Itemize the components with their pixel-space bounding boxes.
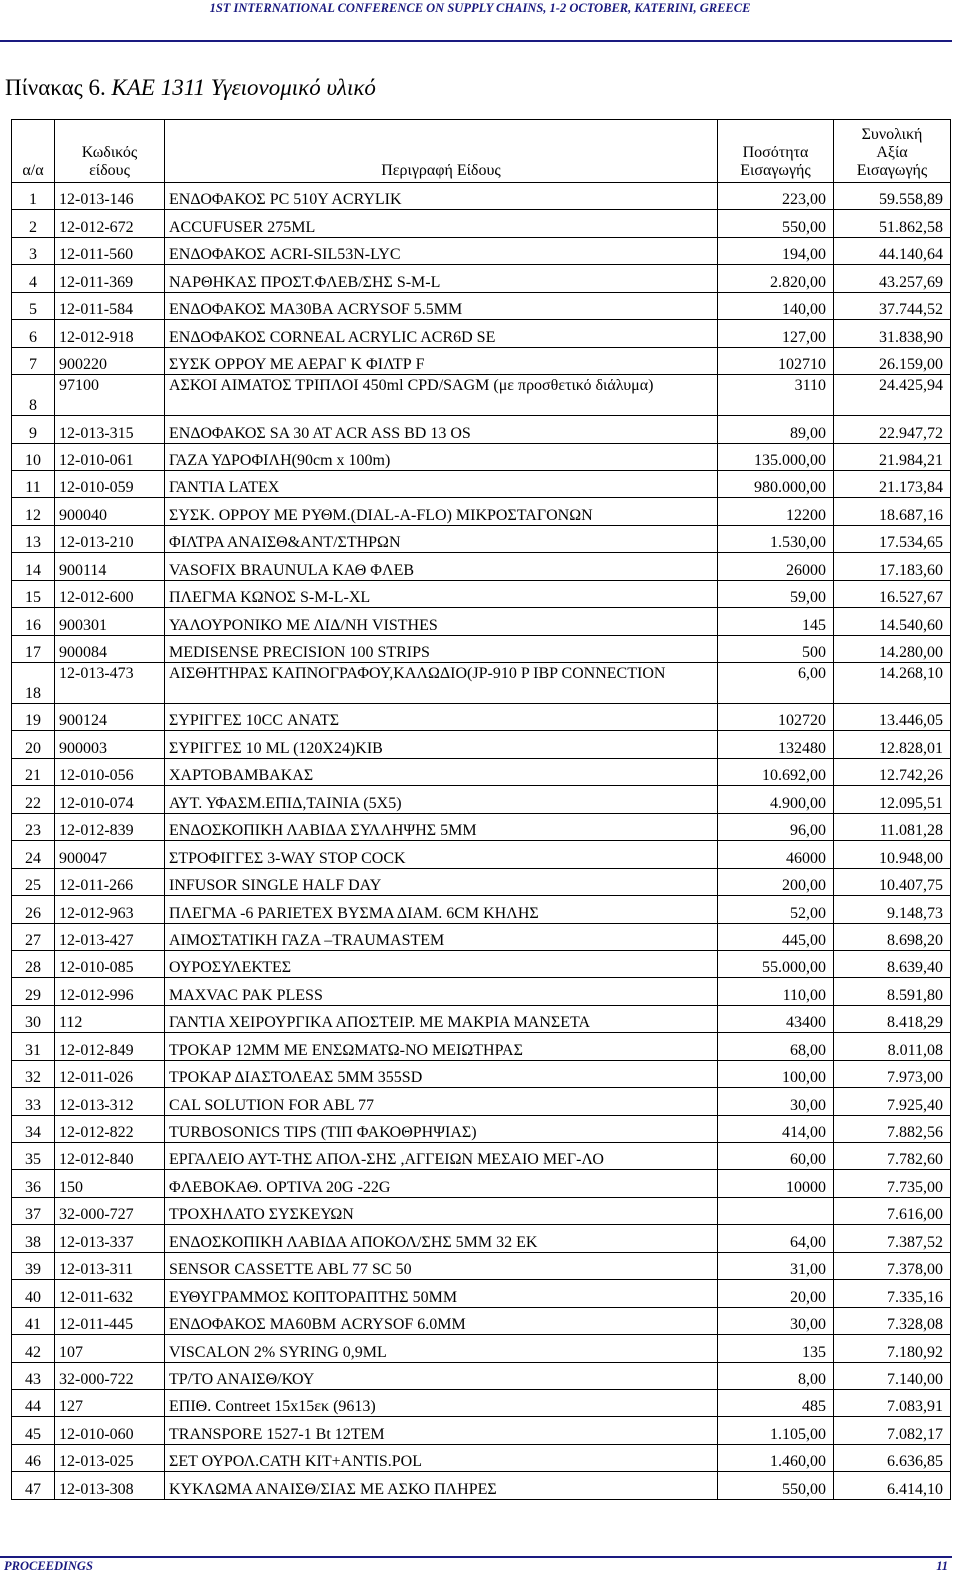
table-row [12, 731, 951, 758]
item-description: ΣΕΤ ΟΥΡΟΛ.CATH KIT+ANTIS.POL [165, 1444, 718, 1471]
item-quantity: 2.820,00 [718, 265, 834, 292]
item-description: ΧΑΡΤΟΒΑΜΒΑΚΑΣ [165, 758, 718, 785]
item-total-value: 14.540,60 [834, 608, 951, 635]
item-description: ΟΥΡΟΣΥΛΕΚΤΕΣ [165, 950, 718, 977]
table-row [12, 237, 951, 264]
item-quantity: 550,00 [718, 1472, 834, 1499]
item-code: 900124 [55, 704, 165, 731]
item-quantity [718, 1197, 834, 1224]
row-number: 19 [12, 704, 55, 731]
item-code: 900114 [55, 553, 165, 580]
item-code: 12-010-056 [55, 758, 165, 785]
item-total-value: 7.140,00 [834, 1362, 951, 1389]
col-header-code: Κωδικός είδους [55, 120, 165, 183]
table-row [12, 896, 951, 923]
item-code: 12-013-427 [55, 923, 165, 950]
item-quantity: 30,00 [718, 1307, 834, 1334]
item-description: ΣΥΣΚ ΟΡΡΟΥ ΜΕ ΑΕΡΑΓ Κ ΦΙΛΤΡ F [165, 347, 718, 374]
item-code: 12-011-026 [55, 1060, 165, 1087]
item-code: 12-010-059 [55, 470, 165, 497]
item-code: 900301 [55, 608, 165, 635]
item-quantity: 140,00 [718, 292, 834, 319]
table-row [12, 1225, 951, 1252]
item-total-value: 10.948,00 [834, 841, 951, 868]
item-total-value: 26.159,00 [834, 347, 951, 374]
item-total-value: 8.011,08 [834, 1033, 951, 1060]
products-table [11, 119, 951, 1500]
item-total-value: 7.387,52 [834, 1225, 951, 1252]
row-number: 28 [12, 950, 55, 977]
item-description: ΥΑΛΟΥΡΟΝΙΚΟ ΜΕ ΛΙΔ/ΝΗ VISTHES [165, 608, 718, 635]
item-quantity: 500 [718, 635, 834, 662]
row-number: 38 [12, 1225, 55, 1252]
item-quantity: 12200 [718, 498, 834, 525]
item-code: 900003 [55, 731, 165, 758]
row-number: 39 [12, 1252, 55, 1279]
table-row [12, 210, 951, 237]
row-number: 4 [12, 265, 55, 292]
table-row [12, 608, 951, 635]
item-description: ΕΥΘΥΓΡΑΜΜΟΣ ΚΟΠΤΟΡΑΠΤΗΣ 50ΜΜ [165, 1280, 718, 1307]
item-description: ΕΡΓΑΛΕΙΟ ΑΥΤ-ΤΗΣ ΑΠΟΛ-ΣΗΣ ,ΑΓΓΕΙΩΝ ΜΕΣΑΙΟ ΜΕΓ-ΛΟ [165, 1143, 718, 1170]
table-row [12, 498, 951, 525]
row-number: 1 [12, 183, 55, 210]
item-code: 900047 [55, 841, 165, 868]
item-total-value: 7.082,17 [834, 1417, 951, 1444]
row-number: 46 [12, 1444, 55, 1471]
item-quantity: 1.530,00 [718, 525, 834, 552]
item-code: 97100 [55, 375, 165, 416]
table-row [12, 663, 951, 704]
item-description: ΤΡΟΚΑΡ 12ΜΜ ΜΕ ΕΝΣΩΜΑΤΩ-ΝΟ ΜΕΙΩΤΗΡΑΣ [165, 1033, 718, 1060]
table-row [12, 375, 951, 416]
item-total-value: 12.742,26 [834, 758, 951, 785]
item-total-value: 44.140,64 [834, 237, 951, 264]
col-header-description: Περιγραφή Είδους [165, 120, 718, 183]
item-quantity: 8,00 [718, 1362, 834, 1389]
table-row [12, 580, 951, 607]
item-code: 12-010-074 [55, 786, 165, 813]
item-quantity: 60,00 [718, 1143, 834, 1170]
table-row [12, 841, 951, 868]
row-number: 29 [12, 978, 55, 1005]
item-total-value: 11.081,28 [834, 813, 951, 840]
row-number: 30 [12, 1005, 55, 1032]
item-code: 12-011-369 [55, 265, 165, 292]
item-total-value: 21.984,21 [834, 443, 951, 470]
item-quantity: 102710 [718, 347, 834, 374]
table-row [12, 1197, 951, 1224]
item-description: ΤΡΟΚΑΡ ΔΙΑΣΤΟΛΕΑΣ 5ΜΜ 355SD [165, 1060, 718, 1087]
item-total-value: 7.328,08 [834, 1307, 951, 1334]
table-row [12, 813, 951, 840]
item-quantity: 102720 [718, 704, 834, 731]
row-number: 37 [12, 1197, 55, 1224]
item-code: 900040 [55, 498, 165, 525]
item-code: 12-013-311 [55, 1252, 165, 1279]
item-description: ΓΑΝΤΙΑ LATEX [165, 470, 718, 497]
item-description: ΣΥΡΙΓΓΕΣ 10CC ΑΝΑΤΣ [165, 704, 718, 731]
item-code: 107 [55, 1335, 165, 1362]
item-code: 12-011-266 [55, 868, 165, 895]
item-code: 12-011-445 [55, 1307, 165, 1334]
table-row [12, 1143, 951, 1170]
item-total-value: 7.378,00 [834, 1252, 951, 1279]
row-number: 21 [12, 758, 55, 785]
item-quantity: 68,00 [718, 1033, 834, 1060]
item-quantity: 64,00 [718, 1225, 834, 1252]
row-number: 23 [12, 813, 55, 840]
header-rule [0, 40, 952, 42]
item-quantity: 30,00 [718, 1088, 834, 1115]
item-total-value: 12.828,01 [834, 731, 951, 758]
table-row [12, 1088, 951, 1115]
row-number: 20 [12, 731, 55, 758]
table-title-text: ΚΑΕ 1311 Υγειονομικό υλικό [105, 75, 376, 100]
item-total-value: 6.636,85 [834, 1444, 951, 1471]
item-total-value: 22.947,72 [834, 416, 951, 443]
item-quantity: 20,00 [718, 1280, 834, 1307]
row-number: 35 [12, 1143, 55, 1170]
item-description: ΠΛΕΓΜΑ -6 PARIETEX ΒΥΣΜΑ ΔΙΑΜ. 6CM ΚΗΛΗΣ [165, 896, 718, 923]
table-row [12, 635, 951, 662]
row-number: 25 [12, 868, 55, 895]
row-number: 10 [12, 443, 55, 470]
item-quantity: 52,00 [718, 896, 834, 923]
item-description: ΓΑΝΤΙΑ ΧΕΙΡΟΥΡΓΙΚΑ ΑΠΟΣΤΕΙΡ. ΜΕ ΜΑΚΡΙΑ ΜΑΝΣΕΤΑ [165, 1005, 718, 1032]
row-number: 7 [12, 347, 55, 374]
item-total-value: 51.862,58 [834, 210, 951, 237]
item-quantity: 550,00 [718, 210, 834, 237]
item-description: ΑΥΤ. ΥΦΑΣΜ.ΕΠΙΔ,ΤΑΙΝΙΑ (5Χ5) [165, 786, 718, 813]
item-code: 12-010-085 [55, 950, 165, 977]
table-row [12, 525, 951, 552]
table-row [12, 553, 951, 580]
row-number: 14 [12, 553, 55, 580]
table-title [5, 73, 376, 103]
item-total-value: 6.414,10 [834, 1472, 951, 1499]
item-total-value: 8.698,20 [834, 923, 951, 950]
row-number: 3 [12, 237, 55, 264]
row-number: 26 [12, 896, 55, 923]
item-code: 12-013-146 [55, 183, 165, 210]
item-total-value: 8.639,40 [834, 950, 951, 977]
table-row [12, 868, 951, 895]
item-code: 12-013-337 [55, 1225, 165, 1252]
item-code: 12-011-584 [55, 292, 165, 319]
row-number: 27 [12, 923, 55, 950]
item-description: ΕΝΔΟΦΑΚΟΣ CORNEAL ACRYLIC ACR6D SE [165, 320, 718, 347]
table-body [12, 183, 951, 1500]
row-number: 31 [12, 1033, 55, 1060]
item-quantity: 135 [718, 1335, 834, 1362]
row-number: 47 [12, 1472, 55, 1499]
item-quantity: 3110 [718, 375, 834, 416]
item-quantity: 223,00 [718, 183, 834, 210]
item-code: 12-013-312 [55, 1088, 165, 1115]
row-number: 43 [12, 1362, 55, 1389]
table-row [12, 443, 951, 470]
row-number: 15 [12, 580, 55, 607]
conference-header: 1ST INTERNATIONAL CONFERENCE ON SUPPLY CHAINS, 1-2 OCTOBER, KATERINI, GREECE [209, 1, 751, 15]
item-description: ΤΡ/ΤΟ ΑΝΑΙΣΘ/ΚΟΥ [165, 1362, 718, 1389]
row-number: 5 [12, 292, 55, 319]
item-total-value: 12.095,51 [834, 786, 951, 813]
item-total-value: 21.173,84 [834, 470, 951, 497]
item-description: VISCALON 2% SYRING 0,9ML [165, 1335, 718, 1362]
row-number: 34 [12, 1115, 55, 1142]
footer-proceedings: PROCEEDINGS [4, 1559, 93, 1573]
item-total-value: 7.973,00 [834, 1060, 951, 1087]
row-number: 11 [12, 470, 55, 497]
item-code: 12-012-672 [55, 210, 165, 237]
table-row [12, 1033, 951, 1060]
item-description: ΕΝΔΟΦΑΚΟΣ ΜΑ30ΒΑ ACRYSOF 5.5ΜΜ [165, 292, 718, 319]
item-quantity: 1.460,00 [718, 1444, 834, 1471]
item-quantity: 96,00 [718, 813, 834, 840]
item-description: ΣΥΣΚ. ΟΡΡΟΥ ΜΕ ΡΥΘΜ.(DIAL-A-FLO) ΜΙΚΡΟΣΤΑΓΟΝΩΝ [165, 498, 718, 525]
item-total-value: 16.527,67 [834, 580, 951, 607]
item-quantity: 6,00 [718, 663, 834, 704]
item-code: 12-012-839 [55, 813, 165, 840]
item-code: 900220 [55, 347, 165, 374]
row-number: 41 [12, 1307, 55, 1334]
item-description: ΠΛΕΓΜΑ ΚΩΝΟΣ S-M-L-XL [165, 580, 718, 607]
row-number: 44 [12, 1389, 55, 1416]
item-quantity: 4.900,00 [718, 786, 834, 813]
item-total-value: 9.148,73 [834, 896, 951, 923]
item-description: INFUSOR SINGLE HALF DAY [165, 868, 718, 895]
item-description: ΦΛΕΒΟΚΑΘ. OPTIVA 20G -22G [165, 1170, 718, 1197]
item-description: ACCUFUSER 275ML [165, 210, 718, 237]
table-row [12, 1307, 951, 1334]
item-quantity: 46000 [718, 841, 834, 868]
table-row [12, 1252, 951, 1279]
item-description: MEDISENSE PRECISION 100 STRIPS [165, 635, 718, 662]
item-description: SENSOR CASSETTE ABL 77 SC 50 [165, 1252, 718, 1279]
item-total-value: 10.407,75 [834, 868, 951, 895]
item-total-value: 37.744,52 [834, 292, 951, 319]
item-description: ΑΣΚΟΙ ΑΙΜΑΤΟΣ ΤΡΙΠΛΟΙ 450ml CPD/SAGM (με προσθετικό διάλυμα) [165, 375, 718, 416]
item-description: ΕΝΔΟΦΑΚΟΣ ΜΑ60ΒΜ ACRYSOF 6.0ΜΜ [165, 1307, 718, 1334]
item-description: CAL SOLUTION FOR ABL 77 [165, 1088, 718, 1115]
table-row [12, 950, 951, 977]
item-total-value: 7.925,40 [834, 1088, 951, 1115]
item-total-value: 17.534,65 [834, 525, 951, 552]
item-description: ΝΑΡΘΗΚΑΣ ΠΡΟΣΤ.ΦΛΕΒ/ΣΗΣ S-M-L [165, 265, 718, 292]
item-code: 127 [55, 1389, 165, 1416]
item-code: 12-012-918 [55, 320, 165, 347]
item-total-value: 14.268,10 [834, 663, 951, 704]
table-row [12, 1417, 951, 1444]
item-quantity: 31,00 [718, 1252, 834, 1279]
item-description: ΚΥΚΛΩΜΑ ΑΝΑΙΣΘ/ΣΙΑΣ ΜΕ ΑΣΚΟ ΠΛΗΡΕΣ [165, 1472, 718, 1499]
table-row [12, 470, 951, 497]
item-quantity: 43400 [718, 1005, 834, 1032]
table-row [12, 1115, 951, 1142]
row-number: 42 [12, 1335, 55, 1362]
row-number: 6 [12, 320, 55, 347]
row-number: 13 [12, 525, 55, 552]
item-quantity: 10000 [718, 1170, 834, 1197]
item-quantity: 414,00 [718, 1115, 834, 1142]
item-quantity: 145 [718, 608, 834, 635]
footer [4, 1558, 948, 1574]
row-number: 12 [12, 498, 55, 525]
item-description: ΦΙΛΤΡΑ ΑΝΑΙΣΘ&ΑΝΤ/ΣΤΗΡΩΝ [165, 525, 718, 552]
item-total-value: 7.616,00 [834, 1197, 951, 1224]
item-quantity: 132480 [718, 731, 834, 758]
item-quantity: 485 [718, 1389, 834, 1416]
item-code: 12-012-600 [55, 580, 165, 607]
item-quantity: 194,00 [718, 237, 834, 264]
table-row [12, 1170, 951, 1197]
table-row [12, 1444, 951, 1471]
item-description: ΕΝΔΟΣΚΟΠΙΚΗ ΛΑΒΙΔΑ ΣΥΛΛΗΨΗΣ 5ΜΜ [165, 813, 718, 840]
row-number: 17 [12, 635, 55, 662]
item-code: 32-000-722 [55, 1362, 165, 1389]
item-quantity: 135.000,00 [718, 443, 834, 470]
item-description: ΣΤΡΟΦΙΓΓΕΣ 3-WAY STOP COCK [165, 841, 718, 868]
table-row [12, 923, 951, 950]
row-number: 36 [12, 1170, 55, 1197]
item-description: ΤΡΟΧΗΛΑΤΟ ΣΥΣΚΕΥΩΝ [165, 1197, 718, 1224]
row-number: 45 [12, 1417, 55, 1444]
row-number: 9 [12, 416, 55, 443]
row-number: 24 [12, 841, 55, 868]
item-description: VASOFIX BRAUNULA ΚΑΘ ΦΛΕΒ [165, 553, 718, 580]
item-total-value: 43.257,69 [834, 265, 951, 292]
item-quantity: 10.692,00 [718, 758, 834, 785]
table-row [12, 758, 951, 785]
table-row [12, 978, 951, 1005]
item-total-value: 7.335,16 [834, 1280, 951, 1307]
item-description: ΣΥΡΙΓΓΕΣ 10 ML (120Χ24)ΚΙΒ [165, 731, 718, 758]
item-quantity: 89,00 [718, 416, 834, 443]
item-description: ΑΙΣΘΗΤΗΡΑΣ ΚΑΠΝΟΓΡΑΦΟΥ,ΚΑΛΩΔΙΟ(JP-910 P IBP CONNECTION [165, 663, 718, 704]
item-code: 12-012-849 [55, 1033, 165, 1060]
item-total-value: 17.183,60 [834, 553, 951, 580]
item-quantity: 200,00 [718, 868, 834, 895]
item-quantity: 59,00 [718, 580, 834, 607]
item-total-value: 18.687,16 [834, 498, 951, 525]
item-description: TURBOSONICS TIPS (ΤΙΠ ΦΑΚΟΘΡΗΨΙΑΣ) [165, 1115, 718, 1142]
item-total-value: 13.446,05 [834, 704, 951, 731]
item-code: 12-010-060 [55, 1417, 165, 1444]
item-description: ΑΙΜΟΣΤΑΤΙΚΗ ΓΑΖΑ –TRAUMASTEM [165, 923, 718, 950]
item-code: 12-012-840 [55, 1143, 165, 1170]
item-quantity: 127,00 [718, 320, 834, 347]
item-code: 900084 [55, 635, 165, 662]
item-code: 150 [55, 1170, 165, 1197]
row-number: 40 [12, 1280, 55, 1307]
item-description: TRANSPORE 1527-1 Bt 12TEM [165, 1417, 718, 1444]
item-total-value: 8.418,29 [834, 1005, 951, 1032]
item-total-value: 8.591,80 [834, 978, 951, 1005]
item-code: 12-013-308 [55, 1472, 165, 1499]
item-code: 12-013-210 [55, 525, 165, 552]
row-number: 18 [12, 663, 55, 704]
row-number: 16 [12, 608, 55, 635]
table-row [12, 1005, 951, 1032]
item-quantity: 980.000,00 [718, 470, 834, 497]
item-total-value: 7.735,00 [834, 1170, 951, 1197]
table-row [12, 704, 951, 731]
item-code: 12-012-822 [55, 1115, 165, 1142]
item-code: 12-012-963 [55, 896, 165, 923]
table-row [12, 183, 951, 210]
table-row [12, 1362, 951, 1389]
item-total-value: 14.280,00 [834, 635, 951, 662]
item-code: 32-000-727 [55, 1197, 165, 1224]
item-quantity: 445,00 [718, 923, 834, 950]
item-code: 12-013-473 [55, 663, 165, 704]
item-description: ΕΝΔΟΦΑΚΟΣ ACRI-SIL53N-LYC [165, 237, 718, 264]
table-row [12, 1389, 951, 1416]
table-header-row [12, 120, 951, 183]
item-total-value: 7.882,56 [834, 1115, 951, 1142]
item-code: 12-011-560 [55, 237, 165, 264]
row-number: 2 [12, 210, 55, 237]
item-description: ΕΠΙΘ. Contreet 15x15εκ (9613) [165, 1389, 718, 1416]
item-quantity: 1.105,00 [718, 1417, 834, 1444]
table-row [12, 265, 951, 292]
row-number: 8 [12, 375, 55, 416]
table-row [12, 292, 951, 319]
table-row [12, 1472, 951, 1499]
table-row [12, 320, 951, 347]
col-header-quantity: Ποσότητα Εισαγωγής [718, 120, 834, 183]
table-row [12, 1060, 951, 1087]
item-description: ΓΑΖΑ ΥΔΡΟΦΙΛΗ(90cm x 100m) [165, 443, 718, 470]
item-code: 12-012-996 [55, 978, 165, 1005]
col-header-total-value: Συνολική Αξία Εισαγωγής [834, 120, 951, 183]
table-title-label: Πίνακας 6. [5, 75, 106, 100]
item-quantity: 55.000,00 [718, 950, 834, 977]
item-total-value: 24.425,94 [834, 375, 951, 416]
item-code: 12-013-315 [55, 416, 165, 443]
item-total-value: 7.782,60 [834, 1143, 951, 1170]
item-total-value: 7.180,92 [834, 1335, 951, 1362]
item-total-value: 59.558,89 [834, 183, 951, 210]
col-header-aa: α/α [12, 120, 55, 183]
page-number: 11 [936, 1559, 948, 1573]
item-description: ΕΝΔΟΦΑΚΟΣ SA 30 AT ACR ASS BD 13 OS [165, 416, 718, 443]
table-row [12, 786, 951, 813]
item-description: ΕΝΔΟΦΑΚΟΣ PC 510Y ACRYLIK [165, 183, 718, 210]
item-description: MAXVAC PAK PLESS [165, 978, 718, 1005]
row-number: 32 [12, 1060, 55, 1087]
table-row [12, 1335, 951, 1362]
item-quantity: 26000 [718, 553, 834, 580]
item-code: 12-010-061 [55, 443, 165, 470]
table-row [12, 1280, 951, 1307]
item-code: 12-013-025 [55, 1444, 165, 1471]
item-total-value: 7.083,91 [834, 1389, 951, 1416]
item-code: 12-011-632 [55, 1280, 165, 1307]
table-row [12, 416, 951, 443]
item-code: 112 [55, 1005, 165, 1032]
row-number: 22 [12, 786, 55, 813]
item-total-value: 31.838,90 [834, 320, 951, 347]
item-quantity: 110,00 [718, 978, 834, 1005]
item-quantity: 100,00 [718, 1060, 834, 1087]
item-description: ΕΝΔΟΣΚΟΠΙΚΗ ΛΑΒΙΔΑ ΑΠΟΚΟΛ/ΣΗΣ 5ΜΜ 32 ΕΚ [165, 1225, 718, 1252]
row-number: 33 [12, 1088, 55, 1115]
table-row [12, 347, 951, 374]
